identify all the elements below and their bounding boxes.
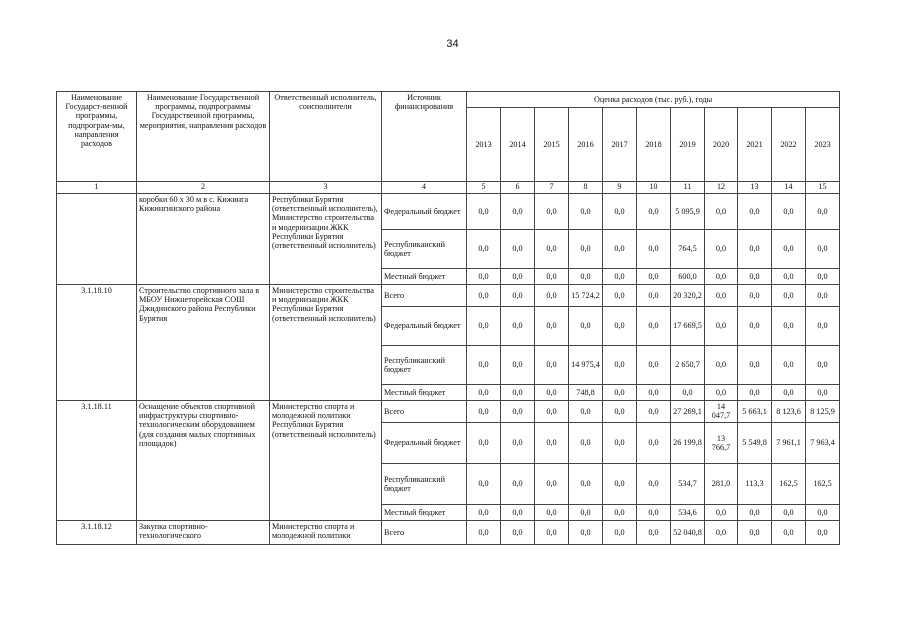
expense-value: 5 663,1 bbox=[738, 400, 772, 422]
funding-source: Федеральный бюджет bbox=[382, 193, 467, 229]
expense-value: 0,0 bbox=[603, 345, 637, 384]
expense-value: 162,5 bbox=[806, 463, 840, 504]
expense-value: 0,0 bbox=[705, 306, 738, 345]
header-year: 2018 bbox=[637, 108, 671, 182]
expense-value: 0,0 bbox=[501, 193, 535, 229]
table-row bbox=[57, 284, 840, 306]
expense-value: 0,0 bbox=[501, 400, 535, 422]
table-row bbox=[57, 520, 840, 544]
expense-value: 52 040,8 bbox=[671, 520, 705, 544]
expense-value: 0,0 bbox=[501, 284, 535, 306]
expense-value: 0,0 bbox=[772, 345, 806, 384]
expense-value: 0,0 bbox=[467, 229, 501, 268]
expense-value: 0,0 bbox=[772, 306, 806, 345]
expense-value: 0,0 bbox=[738, 306, 772, 345]
expense-value: 7 963,4 bbox=[806, 422, 840, 463]
expense-value: 0,0 bbox=[772, 193, 806, 229]
expense-value: 2 650,7 bbox=[671, 345, 705, 384]
expense-value: 27 269,1 bbox=[671, 400, 705, 422]
column-number: 14 bbox=[772, 182, 806, 194]
header-responsible: Ответственный исполнитель, соисполнители bbox=[270, 92, 382, 182]
expense-value: 0,0 bbox=[603, 400, 637, 422]
column-number: 11 bbox=[671, 182, 705, 194]
expense-value: 0,0 bbox=[806, 229, 840, 268]
header-year: 2016 bbox=[569, 108, 603, 182]
expense-value: 0,0 bbox=[569, 268, 603, 284]
column-number: 10 bbox=[637, 182, 671, 194]
expense-value: 0,0 bbox=[806, 193, 840, 229]
expense-value: 0,0 bbox=[535, 384, 569, 400]
funding-source: Федеральный бюджет bbox=[382, 306, 467, 345]
expense-value: 5 549,8 bbox=[738, 422, 772, 463]
expense-value: 0,0 bbox=[467, 193, 501, 229]
measure-responsible: Министерство строительства и модернизации ЖКК Республики Бурятия (ответственный исполнитель) bbox=[270, 284, 382, 400]
column-number: 9 bbox=[603, 182, 637, 194]
expense-value: 0,0 bbox=[603, 520, 637, 544]
expense-value: 0,0 bbox=[806, 345, 840, 384]
expense-value: 0,0 bbox=[467, 384, 501, 400]
column-number: 7 bbox=[535, 182, 569, 194]
expense-value: 0,0 bbox=[705, 520, 738, 544]
expense-value: 20 320,2 bbox=[671, 284, 705, 306]
expense-value: 0,0 bbox=[806, 504, 840, 520]
expense-value: 0,0 bbox=[637, 504, 671, 520]
expense-value: 0,0 bbox=[501, 422, 535, 463]
expense-value: 0,0 bbox=[603, 193, 637, 229]
measure-name: Оснащение объектов спортивной инфраструктуры спортивно- технологическим оборудованием (для создания малых спортивных площадок) bbox=[137, 400, 270, 520]
expense-value: 0,0 bbox=[569, 400, 603, 422]
expense-value: 0,0 bbox=[603, 306, 637, 345]
expense-value: 0,0 bbox=[738, 229, 772, 268]
expense-value: 0,0 bbox=[772, 384, 806, 400]
expense-value: 0,0 bbox=[603, 504, 637, 520]
measure-responsible: Министерство спорта и молодежной политики Республики Бурятия (ответственный исполнитель) bbox=[270, 400, 382, 520]
column-number: 15 bbox=[806, 182, 840, 194]
column-number: 3 bbox=[270, 182, 382, 194]
expense-value: 0,0 bbox=[535, 345, 569, 384]
expense-value: 0,0 bbox=[738, 284, 772, 306]
measure-code: 3.1.18.11 bbox=[57, 400, 137, 520]
expense-value: 0,0 bbox=[535, 463, 569, 504]
expense-value: 0,0 bbox=[806, 284, 840, 306]
expense-value: 0,0 bbox=[535, 193, 569, 229]
header-year: 2020 bbox=[705, 108, 738, 182]
expense-value: 0,0 bbox=[637, 463, 671, 504]
header-source: Источник финансирования bbox=[382, 92, 467, 182]
expense-value: 281,0 bbox=[705, 463, 738, 504]
measure-code: 3.1.18.12 bbox=[57, 520, 137, 544]
expense-value: 0,0 bbox=[501, 268, 535, 284]
expense-value: 0,0 bbox=[467, 306, 501, 345]
header-measure: Наименование Государственной программы, подпрограммы Государственной программы, мероприятия, направления расходов bbox=[137, 92, 270, 182]
funding-source: Местный бюджет bbox=[382, 504, 467, 520]
expense-value: 0,0 bbox=[467, 422, 501, 463]
expense-value: 0,0 bbox=[535, 422, 569, 463]
expense-value: 0,0 bbox=[637, 384, 671, 400]
expense-value: 0,0 bbox=[738, 520, 772, 544]
header-year: 2014 bbox=[501, 108, 535, 182]
expense-value: 0,0 bbox=[501, 306, 535, 345]
expense-value: 0,0 bbox=[535, 268, 569, 284]
header-year: 2021 bbox=[738, 108, 772, 182]
expense-value: 0,0 bbox=[467, 520, 501, 544]
header-year: 2013 bbox=[467, 108, 501, 182]
expense-value: 0,0 bbox=[637, 345, 671, 384]
expense-value: 0,0 bbox=[705, 268, 738, 284]
expense-value: 534,6 bbox=[671, 504, 705, 520]
expense-value: 0,0 bbox=[603, 284, 637, 306]
expense-value: 0,0 bbox=[806, 268, 840, 284]
funding-source: Республиканский бюджет bbox=[382, 345, 467, 384]
expense-value: 0,0 bbox=[467, 345, 501, 384]
funding-source: Местный бюджет bbox=[382, 268, 467, 284]
header-year: 2019 bbox=[671, 108, 705, 182]
expense-value: 14 047,7 bbox=[705, 400, 738, 422]
expense-value: 0,0 bbox=[569, 193, 603, 229]
header-program: Наименование Государст-венной программы, подпрограм-мы, направления расходов bbox=[57, 92, 137, 182]
measure-code bbox=[57, 193, 137, 284]
expense-value: 0,0 bbox=[772, 229, 806, 268]
expense-value: 0,0 bbox=[569, 306, 603, 345]
expense-value: 0,0 bbox=[637, 284, 671, 306]
funding-source: Федеральный бюджет bbox=[382, 422, 467, 463]
expense-value: 17 669,5 bbox=[671, 306, 705, 345]
expense-value: 0,0 bbox=[705, 384, 738, 400]
expense-value: 0,0 bbox=[501, 504, 535, 520]
expense-value: 8 123,6 bbox=[772, 400, 806, 422]
expense-value: 0,0 bbox=[806, 306, 840, 345]
expense-value: 0,0 bbox=[467, 268, 501, 284]
header-year: 2023 bbox=[806, 108, 840, 182]
table-row bbox=[57, 193, 840, 229]
expense-value: 0,0 bbox=[637, 268, 671, 284]
expense-value: 0,0 bbox=[501, 463, 535, 504]
expense-value: 0,0 bbox=[772, 268, 806, 284]
expense-value: 0,0 bbox=[772, 284, 806, 306]
expense-value: 0,0 bbox=[467, 504, 501, 520]
expense-value: 0,0 bbox=[772, 520, 806, 544]
expense-value: 0,0 bbox=[603, 463, 637, 504]
expense-value: 0,0 bbox=[467, 284, 501, 306]
expense-value: 113,3 bbox=[738, 463, 772, 504]
expense-value: 0,0 bbox=[738, 384, 772, 400]
column-number: 8 bbox=[569, 182, 603, 194]
measure-name: коробки 60 х 30 м в с. Кижинга Кижингинского района bbox=[137, 193, 270, 284]
expense-value: 7 961,1 bbox=[772, 422, 806, 463]
funding-source: Всего bbox=[382, 284, 467, 306]
expense-value: 0,0 bbox=[569, 463, 603, 504]
expense-value: 0,0 bbox=[535, 400, 569, 422]
expense-value: 0,0 bbox=[535, 229, 569, 268]
expense-value: 0,0 bbox=[806, 384, 840, 400]
expense-value: 0,0 bbox=[603, 229, 637, 268]
expense-value: 764,5 bbox=[671, 229, 705, 268]
expense-value: 162,5 bbox=[772, 463, 806, 504]
expense-value: 0,0 bbox=[467, 463, 501, 504]
expense-value: 0,0 bbox=[535, 520, 569, 544]
expense-value: 0,0 bbox=[738, 345, 772, 384]
measure-name: Строительство спортивного зала в МБОУ Нижнеторейская СОШ Джидинского района Республики Бурятия bbox=[137, 284, 270, 400]
expense-value: 0,0 bbox=[569, 520, 603, 544]
expense-value: 0,0 bbox=[705, 284, 738, 306]
expense-value: 0,0 bbox=[603, 384, 637, 400]
expense-value: 15 724,2 bbox=[569, 284, 603, 306]
column-number: 6 bbox=[501, 182, 535, 194]
expense-value: 0,0 bbox=[637, 422, 671, 463]
expense-value: 0,0 bbox=[501, 229, 535, 268]
expense-value: 13 766,7 bbox=[705, 422, 738, 463]
funding-source: Всего bbox=[382, 520, 467, 544]
measure-name: Закупка спортивно-технологического bbox=[137, 520, 270, 544]
expense-value: 0,0 bbox=[637, 306, 671, 345]
expense-value: 0,0 bbox=[705, 193, 738, 229]
column-number: 1 bbox=[57, 182, 137, 194]
expense-value: 5 095,9 bbox=[671, 193, 705, 229]
expense-value: 0,0 bbox=[705, 504, 738, 520]
header-year: 2017 bbox=[603, 108, 637, 182]
expense-value: 0,0 bbox=[569, 504, 603, 520]
table-row bbox=[57, 400, 840, 422]
expense-value: 0,0 bbox=[535, 284, 569, 306]
expense-value: 600,0 bbox=[671, 268, 705, 284]
expense-value: 0,0 bbox=[467, 400, 501, 422]
expense-value: 0,0 bbox=[603, 268, 637, 284]
measure-responsible: Министерство спорта и молодежной политики bbox=[270, 520, 382, 544]
expense-value: 0,0 bbox=[637, 400, 671, 422]
expense-value: 0,0 bbox=[671, 384, 705, 400]
header-estimate: Оценка расходов (тыс. руб.), годы bbox=[467, 92, 840, 108]
funding-source: Республиканский бюджет bbox=[382, 229, 467, 268]
expense-value: 26 199,8 bbox=[671, 422, 705, 463]
expense-value: 0,0 bbox=[637, 520, 671, 544]
expense-value: 0,0 bbox=[705, 345, 738, 384]
column-number: 13 bbox=[738, 182, 772, 194]
expense-value: 534,7 bbox=[671, 463, 705, 504]
expense-value: 8 125,9 bbox=[806, 400, 840, 422]
page-number: 34 bbox=[446, 38, 459, 50]
funding-source: Всего bbox=[382, 400, 467, 422]
expense-value: 0,0 bbox=[501, 345, 535, 384]
budget-table bbox=[56, 91, 840, 545]
expense-value: 0,0 bbox=[738, 504, 772, 520]
expense-value: 0,0 bbox=[569, 422, 603, 463]
column-number: 12 bbox=[705, 182, 738, 194]
expense-value: 0,0 bbox=[738, 268, 772, 284]
funding-source: Республиканский бюджет bbox=[382, 463, 467, 504]
measure-code: 3.1.18.10 bbox=[57, 284, 137, 400]
column-number: 4 bbox=[382, 182, 467, 194]
expense-value: 0,0 bbox=[705, 229, 738, 268]
column-number: 2 bbox=[137, 182, 270, 194]
expense-value: 0,0 bbox=[535, 504, 569, 520]
expense-value: 14 975,4 bbox=[569, 345, 603, 384]
expense-value: 0,0 bbox=[637, 193, 671, 229]
expense-value: 0,0 bbox=[501, 384, 535, 400]
expense-value: 0,0 bbox=[603, 422, 637, 463]
expense-value: 0,0 bbox=[772, 504, 806, 520]
expense-value: 0,0 bbox=[738, 193, 772, 229]
header-year: 2022 bbox=[772, 108, 806, 182]
expense-value: 748,8 bbox=[569, 384, 603, 400]
expense-value: 0,0 bbox=[637, 229, 671, 268]
column-number: 5 bbox=[467, 182, 501, 194]
expense-value: 0,0 bbox=[501, 520, 535, 544]
funding-source: Местный бюджет bbox=[382, 384, 467, 400]
header-year: 2015 bbox=[535, 108, 569, 182]
expense-value: 0,0 bbox=[569, 229, 603, 268]
expense-value: 0,0 bbox=[535, 306, 569, 345]
expense-value: 0,0 bbox=[806, 520, 840, 544]
measure-responsible: Республики Бурятия (ответственный исполнитель), Министерство строительства и модернизации ЖКК Республики Бурятия (ответственный исполнитель) bbox=[270, 193, 382, 284]
